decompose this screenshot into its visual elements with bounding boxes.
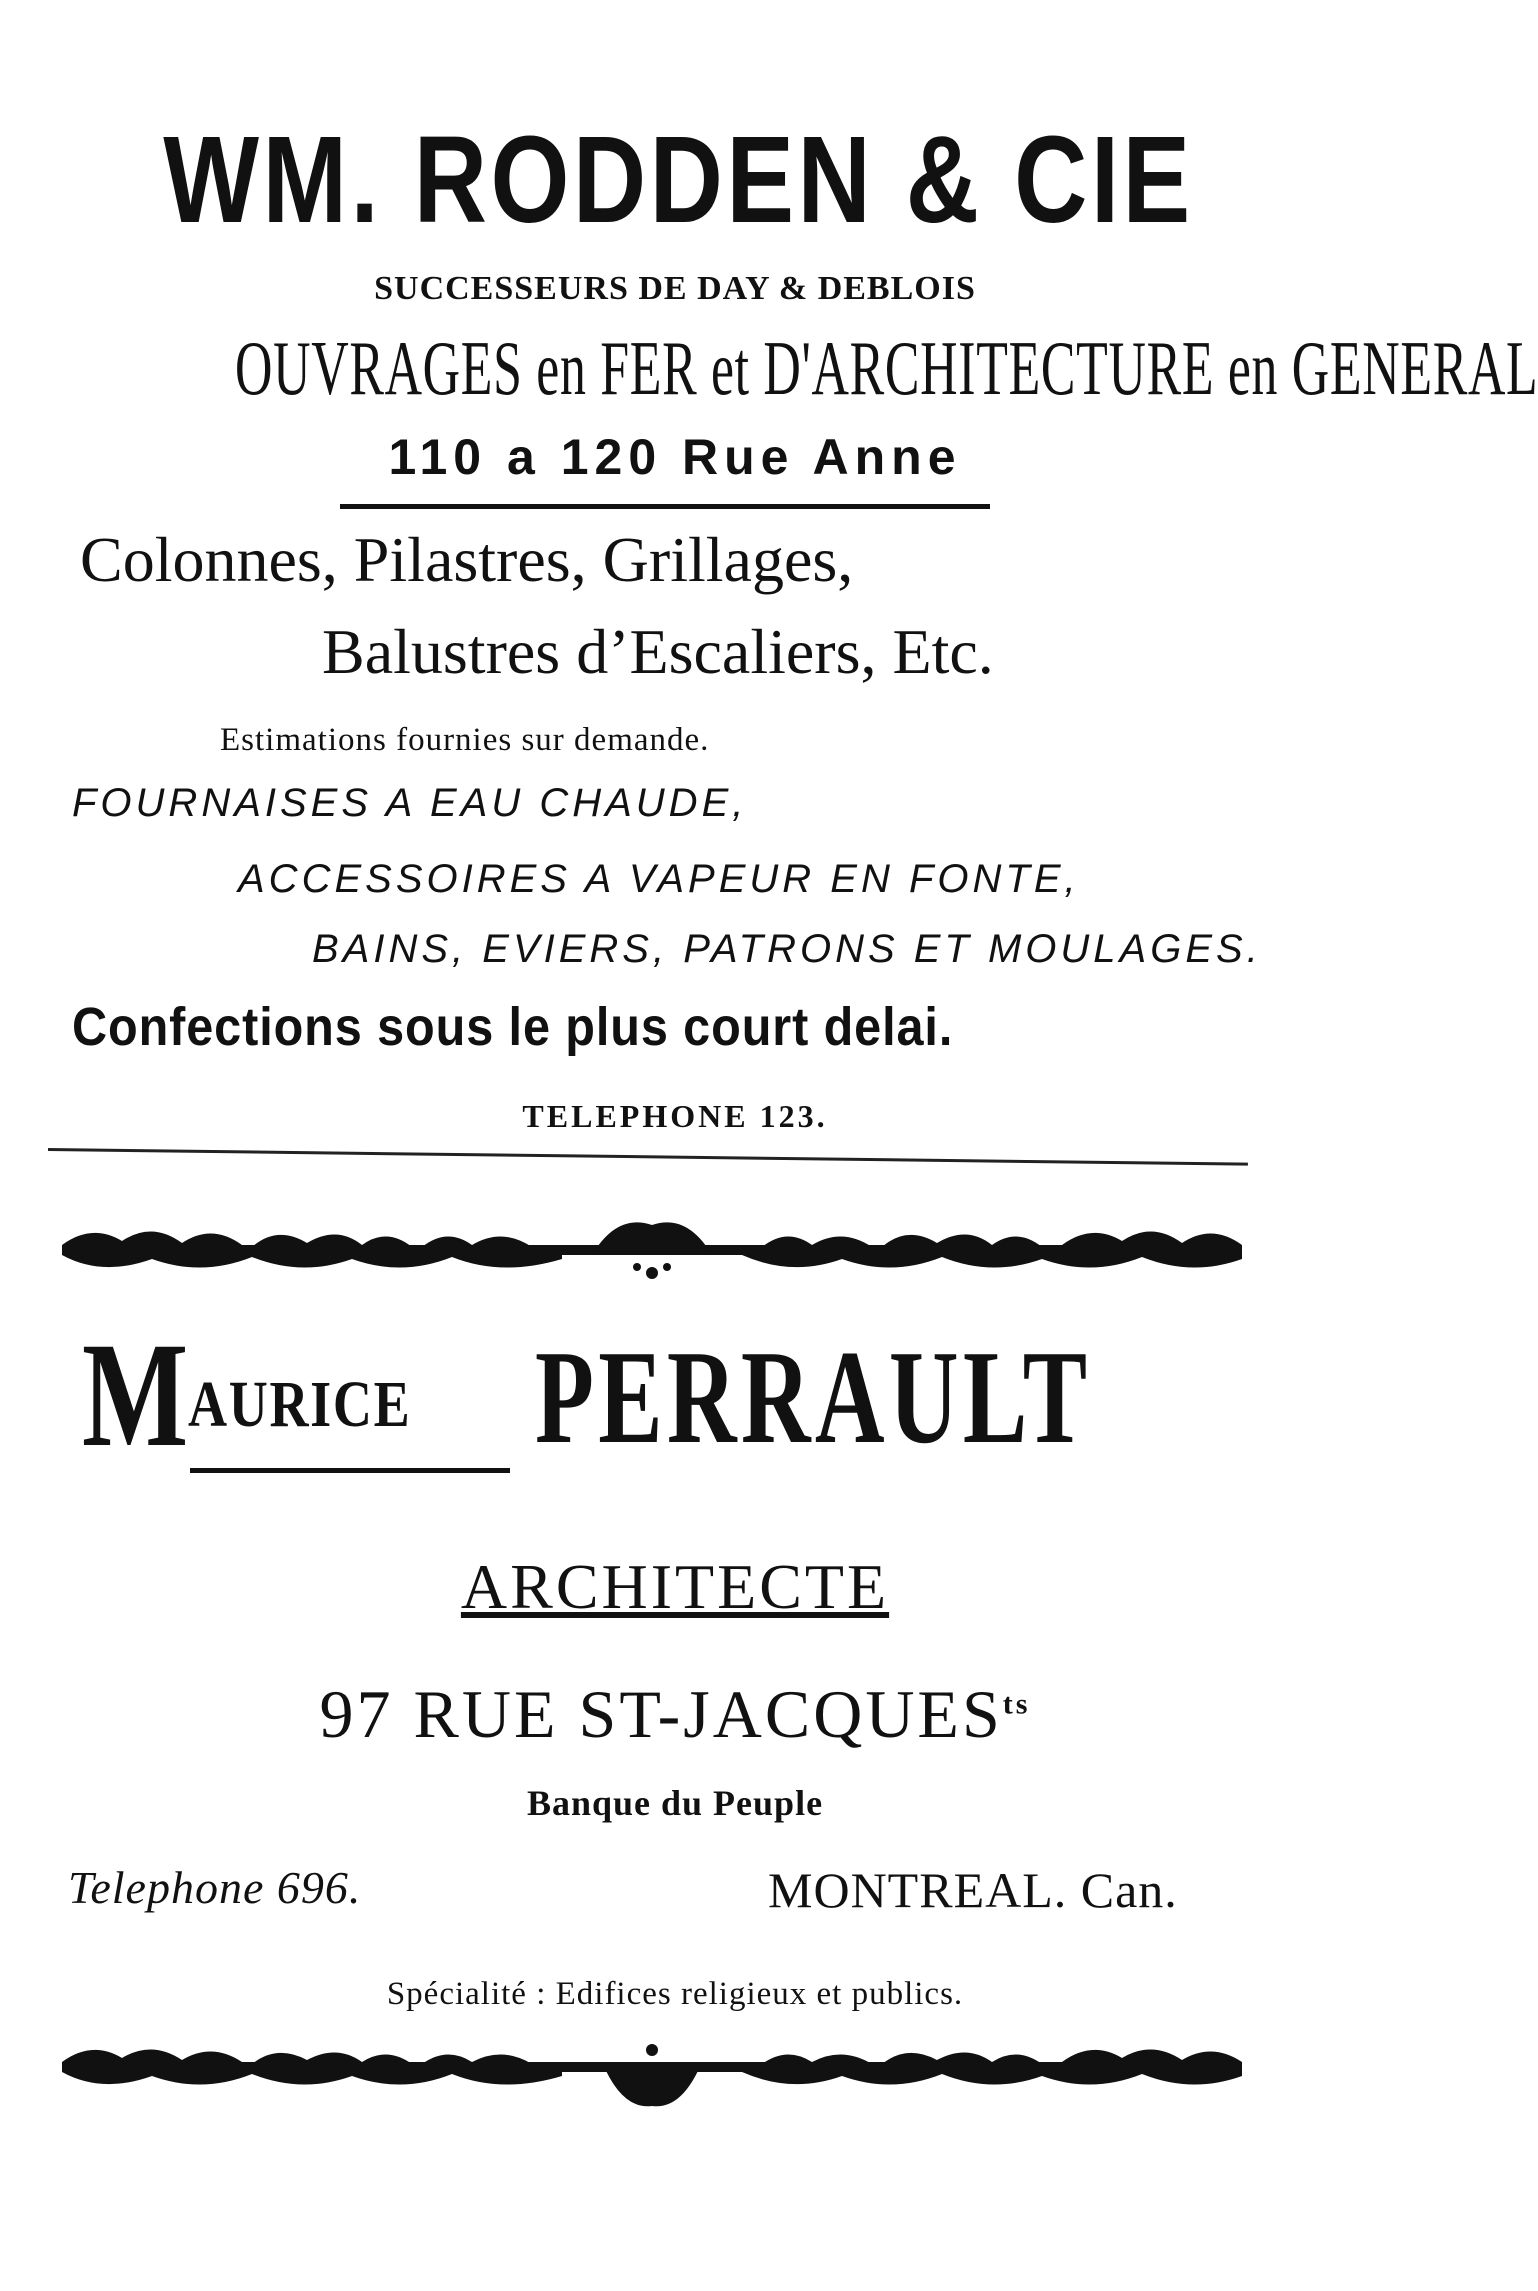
rodden-confections: Confections sous le plus court delai. [72, 997, 954, 1057]
perrault-address-suffix: ts [1002, 1687, 1031, 1721]
perrault-city: MONTREAL. Can. [768, 1862, 1178, 1918]
rodden-successors: SUCCESSEURS DE DAY & DEBLOIS [374, 270, 976, 307]
rodden-divider [340, 504, 990, 509]
rodden-accessories: ACCESSOIRES A VAPEUR EN FONTE, [238, 857, 1080, 901]
perrault-surname: PERRAULT [535, 1323, 1092, 1471]
rodden-furnaces: FOURNAISES A EAU CHAUDE, [72, 781, 748, 825]
perrault-address-line [80, 1676, 1270, 1752]
perrault-building: Banque du Peuple [526, 1783, 824, 1823]
perrault-specialty: Spécialité : Edifices religieux et publics. [386, 1976, 964, 2012]
scroll-ornament-icon [62, 2040, 1242, 2110]
rodden-products-line1: Colonnes, Pilastres, Grillages, [80, 524, 854, 595]
perrault-name-rest: AURICE [188, 1368, 412, 1441]
perrault-profession: ARCHITECTE [460, 1551, 890, 1622]
name-underline [190, 1468, 510, 1473]
rodden-title: WM. RODDEN & CIE [163, 110, 1194, 250]
perrault-name-initial: M [82, 1312, 189, 1478]
rodden-telephone: TELEPHONE 123. [522, 1098, 828, 1134]
rodden-estimates: Estimations fournies sur demande. [220, 722, 710, 758]
rodden-baths: BAINS, EVIERS, PATRONS ET MOULAGES. [312, 927, 1262, 971]
section-divider [48, 1148, 1248, 1166]
scroll-ornament-icon [62, 1215, 1242, 1285]
perrault-telephone: Telephone 696. [68, 1862, 362, 1913]
rodden-products-line2: Balustres d’Escaliers, Etc. [322, 616, 994, 687]
rodden-works: OUVRAGES en FER et D'ARCHITECTURE en GENERAL [235, 325, 1538, 412]
perrault-address: 97 RUE ST-JACQUES [319, 1676, 1003, 1752]
rodden-address: 110 a 120 Rue Anne [388, 429, 962, 485]
